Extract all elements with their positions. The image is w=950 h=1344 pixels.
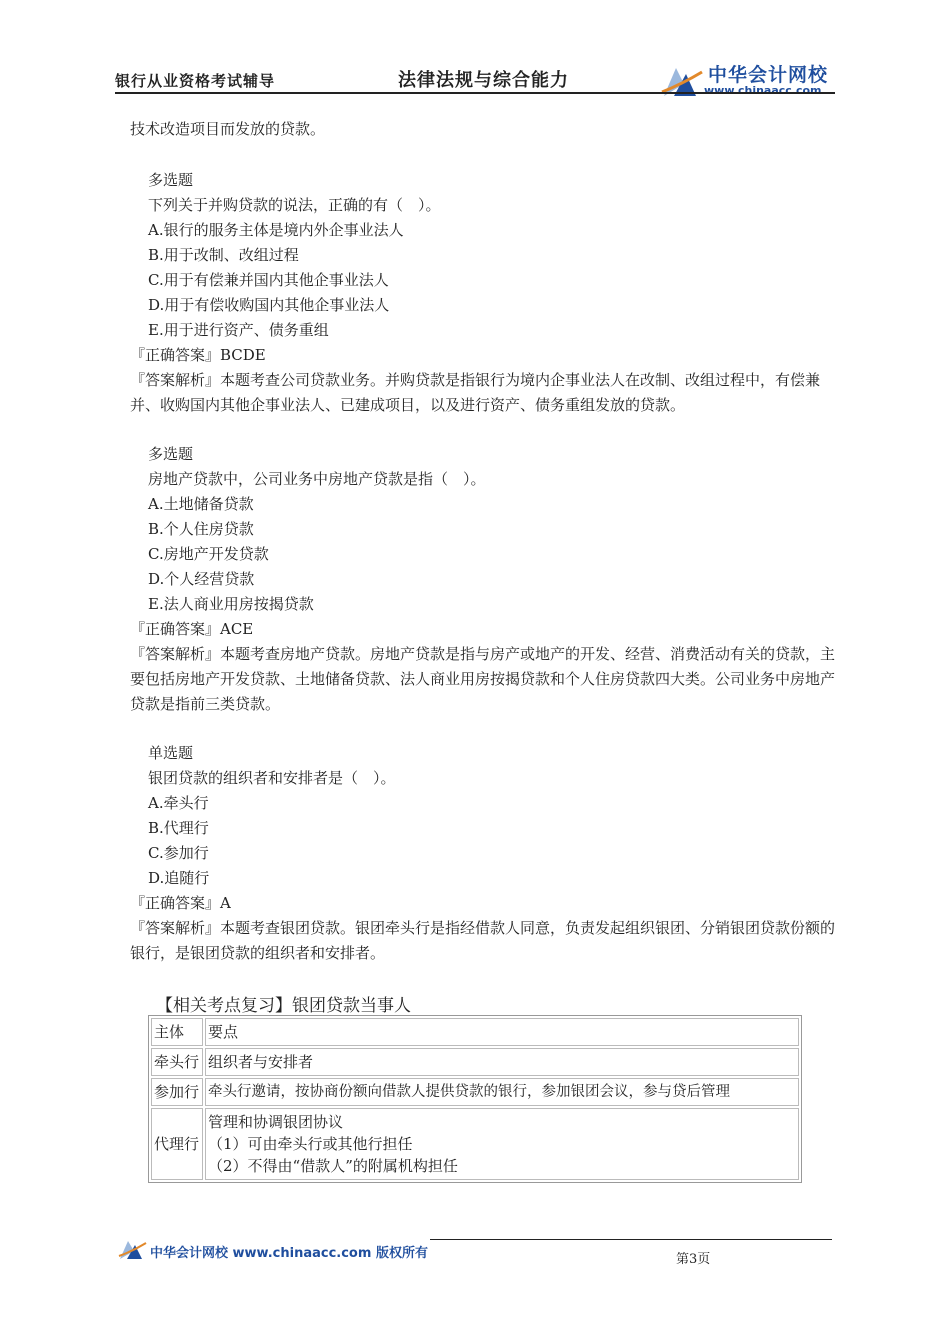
logo-name: 中华会计网校 (708, 64, 829, 86)
answer-analysis: 『答案解析』本题考查银团贷款。银团牵头行是指经借款人同意，负责发起组织银团、分销银团贷款份额的银行，是银团贷款的组织者和安排者。 (130, 919, 836, 962)
question-type: 多选题 (148, 445, 194, 463)
option-d: D.用于有偿收购国内其他企事业法人 (148, 296, 390, 314)
option-b: B.个人住房贷款 (148, 520, 254, 538)
table-header-row (151, 1018, 799, 1046)
option-c: C.房地产开发贷款 (148, 545, 269, 563)
option-e: E.法人商业用房按揭贷款 (148, 595, 314, 613)
header-left-title: 银行从业资格考试辅导 (115, 72, 276, 90)
option-d: D.个人经营贷款 (148, 570, 255, 588)
option-a: A.银行的服务主体是境内外企事业法人 (148, 221, 404, 239)
correct-answer: 『正确答案』ACE (130, 620, 254, 638)
footer-rule (430, 1239, 832, 1240)
question-stem: 银团贷款的组织者和安排者是（ ）。 (148, 769, 396, 787)
option-d: D.追随行 (148, 869, 210, 887)
option-b: B.用于改制、改组过程 (148, 246, 299, 264)
header-rule (115, 92, 835, 94)
option-a: A.土地储备贷款 (148, 495, 254, 513)
intro-line: 技术改造项目而发放的贷款。 (130, 120, 326, 138)
review-table (148, 1015, 802, 1183)
correct-answer: 『正确答案』BCDE (130, 346, 266, 364)
answer-analysis: 『答案解析』本题考查房地产贷款。房地产贷款是指与房产或地产的开发、经营、消费活动有关的贷款，主要包括房地产开发贷款、土地储备贷款、法人商业用房按揭贷款和个人住房贷款四大类。公司业务中房地产贷款是指前三类贷款。 (130, 645, 836, 713)
correct-answer: 『正确答案』A (130, 894, 231, 912)
question-stem: 房地产贷款中，公司业务中房地产贷款是指（ ）。 (148, 470, 486, 488)
row-points: 牵头行邀请，按协商份额向借款人提供贷款的银行，参加银团会议，参与贷后管理 (205, 1078, 799, 1106)
row-subject: 代理行 (151, 1108, 203, 1180)
row-points: 组织者与安排者 (205, 1048, 799, 1076)
header-center-title: 法律法规与综合能力 (398, 70, 569, 91)
option-c: C.参加行 (148, 844, 209, 862)
question-type: 单选题 (148, 744, 194, 762)
page-number: 第3页 (676, 1252, 711, 1267)
question-stem: 下列关于并购贷款的说法，正确的有（ ）。 (148, 196, 441, 214)
row-subject: 牵头行 (151, 1048, 203, 1076)
point-line: （1）可由牵头行或其他行担任 (208, 1135, 413, 1153)
review-title: 【相关考点复习】银团贷款当事人 (156, 996, 411, 1016)
table-row (151, 1078, 799, 1106)
point-line: （2）不得由“借款人”的附属机构担任 (208, 1157, 458, 1175)
row-subject: 参加行 (151, 1078, 203, 1106)
option-b: B.代理行 (148, 819, 209, 837)
question-type: 多选题 (148, 171, 194, 189)
table-row (151, 1108, 799, 1180)
footer-copyright: 中华会计网校 www.chinaacc.com 版权所有 (150, 1246, 428, 1261)
table-row (151, 1048, 799, 1076)
option-c: C.用于有偿兼并国内其他企事业法人 (148, 271, 389, 289)
point-line: 管理和协调银团协议 (208, 1113, 344, 1131)
footer-logo-icon (118, 1237, 148, 1261)
header-subject: 主体 (151, 1018, 203, 1046)
header-points: 要点 (205, 1018, 799, 1046)
brand-logo (660, 60, 838, 100)
answer-analysis: 『答案解析』本题考查公司贷款业务。并购贷款是指银行为境内企事业法人在改制、改组过程中，有偿兼并、收购国内其他企事业法人、已建成项目，以及进行资产、债务重组发放的贷款。 (130, 371, 821, 414)
logo-url: www.chinaacc.com (704, 84, 822, 97)
option-a: A.牵头行 (148, 794, 209, 812)
row-points (205, 1108, 799, 1180)
option-e: E.用于进行资产、债务重组 (148, 321, 329, 339)
logo-mark-icon (660, 62, 704, 100)
